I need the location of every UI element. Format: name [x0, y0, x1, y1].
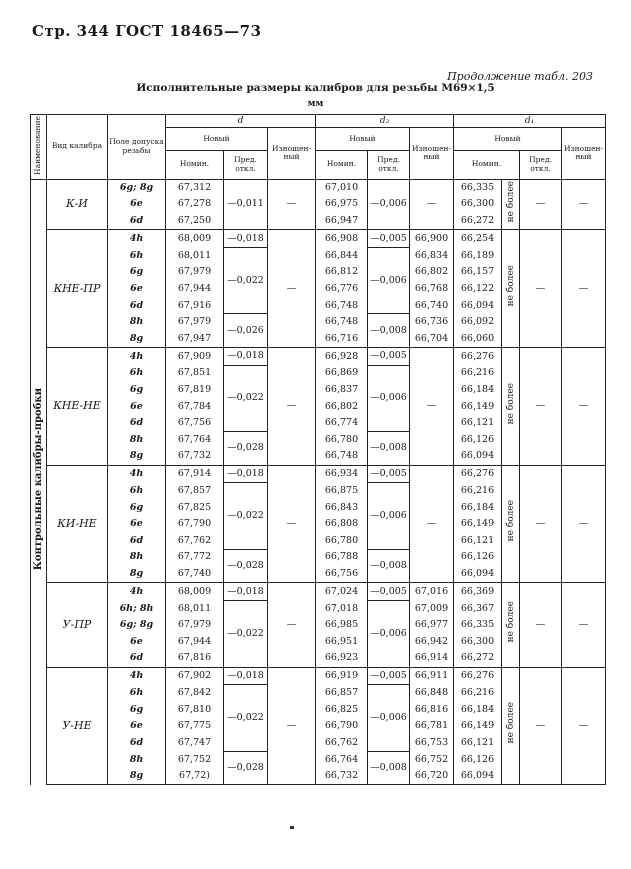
- not-more-cell: [502, 230, 520, 348]
- d1-deviation-cell: —: [520, 230, 562, 348]
- d-worn-cell: —: [268, 667, 316, 785]
- d2-nominal-cell: 66,934: [316, 465, 368, 483]
- tolerance-cell: 8g: [108, 448, 166, 465]
- tolerance-cell: 4h: [108, 583, 166, 601]
- header-d2-nom: Номин.: [316, 150, 368, 179]
- table-title: Исполнительные размеры калибров для резьбы M69×1,5: [136, 82, 495, 94]
- header-d2-new: Новый: [316, 128, 410, 150]
- d1-nominal-cell: 66,189: [454, 247, 502, 264]
- d1-nominal-cell: 66,367: [454, 600, 502, 617]
- d1-nominal-cell: 66,184: [454, 499, 502, 516]
- d2-worn-cell: 66,720: [410, 768, 454, 785]
- d1-nominal-cell: 66,094: [454, 297, 502, 314]
- page-header: Стр. 344 ГОСТ 18465—73: [32, 22, 262, 40]
- d1-deviation-cell: —: [520, 667, 562, 785]
- header-d1-worn: Изношен-ный: [562, 128, 606, 179]
- d2-worn-cell: 66,802: [410, 264, 454, 281]
- calibre-kind: КИ-НЕ: [47, 465, 108, 583]
- d1-nominal-cell: 66,276: [454, 348, 502, 366]
- d-nominal-cell: 67,740: [166, 566, 224, 583]
- header-d-new: Новый: [166, 128, 268, 150]
- d2-worn-cell: 66,942: [410, 634, 454, 651]
- d1-nominal-cell: 66,184: [454, 701, 502, 718]
- print-mark: [290, 826, 294, 829]
- d-nominal-cell: 68,011: [166, 247, 224, 264]
- d2-nominal-cell: 66,776: [316, 281, 368, 298]
- d2-worn-cell: —: [410, 465, 454, 583]
- tolerance-cell: 8h: [108, 314, 166, 331]
- d1-worn-cell: —: [562, 179, 606, 230]
- d-nominal-cell: 67,825: [166, 499, 224, 516]
- not-more-cell: [502, 179, 520, 230]
- tolerance-cell: 6g: [108, 499, 166, 516]
- d2-deviation-cell: —0,008: [368, 549, 410, 583]
- header-d-worn: Изношен-ный: [268, 128, 316, 179]
- d-nominal-cell: 67,944: [166, 281, 224, 298]
- tolerance-cell: 8g: [108, 330, 166, 347]
- d2-nominal-cell: 66,748: [316, 314, 368, 331]
- d1-nominal-cell: 66,300: [454, 634, 502, 651]
- d-worn-cell: —: [268, 583, 316, 667]
- tolerance-cell: 8h: [108, 549, 166, 566]
- d2-nominal-cell: 66,790: [316, 718, 368, 735]
- calibre-table: [30, 114, 606, 785]
- tolerance-cell: 6d: [108, 533, 166, 550]
- tolerance-cell: 6d: [108, 297, 166, 314]
- d1-deviation-cell: —: [520, 465, 562, 583]
- d-nominal-cell: 67,775: [166, 718, 224, 735]
- tolerance-cell: 6d: [108, 650, 166, 667]
- d2-worn-cell: 67,016: [410, 583, 454, 601]
- tolerance-cell: 6e: [108, 196, 166, 213]
- d1-nominal-cell: 66,121: [454, 533, 502, 550]
- d-deviation-cell: —0,018: [224, 667, 268, 685]
- d1-nominal-cell: 66,060: [454, 330, 502, 347]
- d-deviation-cell: —0,028: [224, 549, 268, 583]
- d2-nominal-cell: 67,024: [316, 583, 368, 601]
- not-more-cell: [502, 348, 520, 466]
- d-deviation-cell: —0,028: [224, 751, 268, 785]
- d1-nominal-cell: 66,092: [454, 314, 502, 331]
- d-nominal-cell: 67,842: [166, 685, 224, 702]
- d2-nominal-cell: 66,951: [316, 634, 368, 651]
- tolerance-cell: 6h; 8h: [108, 600, 166, 617]
- d1-nominal-cell: 66,094: [454, 566, 502, 583]
- d2-nominal-cell: 66,732: [316, 768, 368, 785]
- d-deviation-cell: —0,022: [224, 247, 268, 313]
- d-deviation-cell: —0,022: [224, 685, 268, 751]
- d2-deviation-cell: —0,006: [368, 483, 410, 549]
- d-nominal-cell: 67,916: [166, 297, 224, 314]
- d1-worn-cell: —: [562, 465, 606, 583]
- d1-nominal-cell: 66,126: [454, 431, 502, 448]
- d-deviation-cell: —0,026: [224, 314, 268, 348]
- tolerance-cell: 6g: [108, 264, 166, 281]
- d2-nominal-cell: 66,928: [316, 348, 368, 366]
- header-d2: d₂: [316, 115, 454, 128]
- d2-nominal-cell: 66,716: [316, 330, 368, 347]
- d-nominal-cell: 67,250: [166, 213, 224, 230]
- tolerance-cell: 8g: [108, 566, 166, 583]
- tolerance-cell: 6e: [108, 634, 166, 651]
- d-worn-cell: —: [268, 179, 316, 230]
- d-nominal-cell: 67,790: [166, 516, 224, 533]
- d-deviation-cell: —0,018: [224, 465, 268, 483]
- header-d1-nom: Номин.: [454, 150, 520, 179]
- header-d: d: [166, 115, 316, 128]
- d1-nominal-cell: 66,121: [454, 415, 502, 432]
- d1-nominal-cell: 66,184: [454, 382, 502, 399]
- d1-nominal-cell: 66,122: [454, 281, 502, 298]
- d2-worn-cell: 66,914: [410, 650, 454, 667]
- table-row: [31, 465, 606, 483]
- tolerance-cell: 6g; 8g: [108, 617, 166, 634]
- d-deviation-cell: —0,028: [224, 431, 268, 465]
- d2-deviation-cell: —0,006: [368, 365, 410, 431]
- vertical-group-label: [31, 179, 47, 785]
- d1-nominal-cell: 66,276: [454, 667, 502, 685]
- d-nominal-cell: 67,278: [166, 196, 224, 213]
- d2-nominal-cell: 66,748: [316, 297, 368, 314]
- d-nominal-cell: 67,752: [166, 751, 224, 768]
- tolerance-cell: 4h: [108, 667, 166, 685]
- calibre-kind: К-И: [47, 179, 108, 230]
- tolerance-cell: 8h: [108, 431, 166, 448]
- d1-nominal-cell: 66,335: [454, 179, 502, 196]
- table-row: [31, 667, 606, 685]
- d1-nominal-cell: 66,149: [454, 398, 502, 415]
- table-row: [31, 230, 606, 248]
- d2-worn-cell: 66,752: [410, 751, 454, 768]
- d2-nominal-cell: 66,764: [316, 751, 368, 768]
- d2-deviation-cell: —0,005: [368, 465, 410, 483]
- d-nominal-cell: 67,772: [166, 549, 224, 566]
- d-deviation-cell: —0,022: [224, 600, 268, 667]
- d2-worn-cell: 66,816: [410, 701, 454, 718]
- tolerance-cell: 6g: [108, 382, 166, 399]
- header-tolerance: Поле допуска резьбы: [108, 115, 166, 180]
- d2-nominal-cell: 67,018: [316, 600, 368, 617]
- d2-nominal-cell: 66,837: [316, 382, 368, 399]
- d1-deviation-cell: —: [520, 348, 562, 466]
- tolerance-cell: 6e: [108, 281, 166, 298]
- tolerance-cell: 6e: [108, 398, 166, 415]
- d-nominal-cell: 68,011: [166, 600, 224, 617]
- tolerance-cell: 6g; 8g: [108, 179, 166, 196]
- not-more-text: не более: [505, 500, 516, 542]
- d2-deviation-cell: —0,008: [368, 431, 410, 465]
- d1-nominal-cell: 66,216: [454, 483, 502, 500]
- d2-nominal-cell: 66,844: [316, 247, 368, 264]
- d2-nominal-cell: 66,908: [316, 230, 368, 248]
- d2-worn-cell: 66,736: [410, 314, 454, 331]
- d-nominal-cell: 67,762: [166, 533, 224, 550]
- tolerance-cell: 8g: [108, 768, 166, 785]
- d2-nominal-cell: 66,947: [316, 213, 368, 230]
- d2-deviation-cell: —0,006: [368, 179, 410, 230]
- tolerance-cell: 6h: [108, 483, 166, 500]
- d1-worn-cell: —: [562, 667, 606, 785]
- tolerance-cell: 6e: [108, 718, 166, 735]
- d1-nominal-cell: 66,216: [454, 685, 502, 702]
- header-d1-new: Новый: [454, 128, 562, 150]
- d2-nominal-cell: 66,812: [316, 264, 368, 281]
- d1-nominal-cell: 66,126: [454, 549, 502, 566]
- tolerance-cell: 6e: [108, 516, 166, 533]
- header-d2-worn: Изношен-ный: [410, 128, 454, 179]
- d2-nominal-cell: 66,780: [316, 533, 368, 550]
- d2-nominal-cell: 66,756: [316, 566, 368, 583]
- d1-nominal-cell: 66,094: [454, 448, 502, 465]
- d-nominal-cell: 67,312: [166, 179, 224, 196]
- tolerance-cell: 8h: [108, 751, 166, 768]
- d2-nominal-cell: 66,825: [316, 701, 368, 718]
- d-worn-cell: —: [268, 230, 316, 348]
- d-deviation-cell: —0,018: [224, 583, 268, 601]
- d2-deviation-cell: —0,008: [368, 751, 410, 785]
- d-nominal-cell: 67,784: [166, 398, 224, 415]
- header-name: Наименование: [31, 115, 47, 180]
- d2-nominal-cell: 66,788: [316, 549, 368, 566]
- d2-nominal-cell: 67,010: [316, 179, 368, 196]
- tolerance-cell: 4h: [108, 230, 166, 248]
- d1-worn-cell: —: [562, 230, 606, 348]
- d-nominal-cell: 67,909: [166, 348, 224, 366]
- d2-nominal-cell: 66,923: [316, 650, 368, 667]
- d2-nominal-cell: 66,780: [316, 431, 368, 448]
- d2-deviation-cell: —0,006: [368, 685, 410, 751]
- d-nominal-cell: 67,979: [166, 617, 224, 634]
- d-deviation-cell: —0,018: [224, 348, 268, 366]
- calibre-kind: КНЕ-ПР: [47, 230, 108, 348]
- d2-worn-cell: 66,848: [410, 685, 454, 702]
- table-row: [31, 179, 606, 196]
- d-deviation-cell: —0,022: [224, 365, 268, 431]
- d-nominal-cell: 67,756: [166, 415, 224, 432]
- d1-nominal-cell: 66,369: [454, 583, 502, 601]
- d2-worn-cell: 66,900: [410, 230, 454, 248]
- d-nominal-cell: 67,816: [166, 650, 224, 667]
- not-more-text: не более: [505, 702, 516, 744]
- d-nominal-cell: 67,979: [166, 264, 224, 281]
- d-deviation-cell: —0,022: [224, 483, 268, 549]
- d2-nominal-cell: 66,975: [316, 196, 368, 213]
- d2-worn-cell: 66,911: [410, 667, 454, 685]
- calibre-kind: У-НЕ: [47, 667, 108, 785]
- d-nominal-cell: 67,914: [166, 465, 224, 483]
- d2-worn-cell: 66,740: [410, 297, 454, 314]
- d2-worn-cell: —: [410, 179, 454, 230]
- unit-label: мм: [307, 99, 324, 109]
- d-nominal-cell: 67,902: [166, 667, 224, 685]
- d-nominal-cell: 67,747: [166, 735, 224, 752]
- d2-nominal-cell: 66,748: [316, 448, 368, 465]
- not-more-cell: [502, 583, 520, 667]
- d2-worn-cell: 66,781: [410, 718, 454, 735]
- d-nominal-cell: 67,732: [166, 448, 224, 465]
- calibre-kind: КНЕ-НЕ: [47, 348, 108, 466]
- d2-worn-cell: 66,977: [410, 617, 454, 634]
- d1-nominal-cell: 66,272: [454, 213, 502, 230]
- d2-worn-cell: 66,753: [410, 735, 454, 752]
- d2-nominal-cell: 66,802: [316, 398, 368, 415]
- d2-nominal-cell: 66,875: [316, 483, 368, 500]
- d-nominal-cell: 67,947: [166, 330, 224, 347]
- header-d1: d₁: [454, 115, 606, 128]
- d2-nominal-cell: 66,919: [316, 667, 368, 685]
- d1-nominal-cell: 66,094: [454, 768, 502, 785]
- d1-nominal-cell: 66,149: [454, 718, 502, 735]
- d1-nominal-cell: 66,300: [454, 196, 502, 213]
- d2-nominal-cell: 66,869: [316, 365, 368, 382]
- d-deviation-cell: —0,018: [224, 230, 268, 248]
- header-d-dev: Пред. откл.: [224, 150, 268, 179]
- table-body: [31, 179, 606, 785]
- d1-deviation-cell: —: [520, 583, 562, 667]
- tolerance-cell: 6h: [108, 247, 166, 264]
- tolerance-cell: 6g: [108, 701, 166, 718]
- not-more-text: не более: [505, 264, 516, 307]
- d1-nominal-cell: 66,335: [454, 617, 502, 634]
- d1-nominal-cell: 66,157: [454, 264, 502, 281]
- d2-deviation-cell: —0,005: [368, 583, 410, 601]
- d2-deviation-cell: —0,006: [368, 600, 410, 667]
- header-kind: Вид калибра: [47, 115, 108, 180]
- d-deviation-cell: —0,011: [224, 179, 268, 230]
- d1-worn-cell: —: [562, 583, 606, 667]
- not-more-text: не более: [505, 180, 516, 223]
- d2-worn-cell: 66,704: [410, 330, 454, 347]
- not-more-text: не более: [505, 601, 516, 643]
- not-more-cell: [502, 667, 520, 785]
- header-d1-dev: Пред. откл.: [520, 150, 562, 179]
- table-row: [31, 583, 606, 601]
- d2-nominal-cell: 66,857: [316, 685, 368, 702]
- d1-nominal-cell: 66,272: [454, 650, 502, 667]
- d2-deviation-cell: —0,008: [368, 314, 410, 348]
- d2-worn-cell: 66,834: [410, 247, 454, 264]
- d1-nominal-cell: 66,126: [454, 751, 502, 768]
- d1-nominal-cell: 66,121: [454, 735, 502, 752]
- d1-nominal-cell: 66,216: [454, 365, 502, 382]
- d-nominal-cell: 67,857: [166, 483, 224, 500]
- d2-deviation-cell: —0,005: [368, 667, 410, 685]
- continuation-label: Продолжение табл. 203: [447, 70, 593, 83]
- d-nominal-cell: 67,72): [166, 768, 224, 785]
- not-more-text: не более: [505, 382, 516, 425]
- tolerance-cell: 6h: [108, 685, 166, 702]
- tolerance-cell: 4h: [108, 348, 166, 366]
- d-nominal-cell: 67,764: [166, 431, 224, 448]
- tolerance-cell: 4h: [108, 465, 166, 483]
- d1-nominal-cell: 66,254: [454, 230, 502, 248]
- d2-nominal-cell: 66,808: [316, 516, 368, 533]
- d2-worn-cell: 66,768: [410, 281, 454, 298]
- d2-nominal-cell: 66,774: [316, 415, 368, 432]
- d2-worn-cell: —: [410, 348, 454, 466]
- d2-nominal-cell: 66,985: [316, 617, 368, 634]
- d-nominal-cell: 67,979: [166, 314, 224, 331]
- d-nominal-cell: 67,819: [166, 382, 224, 399]
- d2-deviation-cell: —0,006: [368, 247, 410, 313]
- d1-nominal-cell: 66,149: [454, 516, 502, 533]
- d1-nominal-cell: 66,276: [454, 465, 502, 483]
- table-row: [31, 348, 606, 366]
- header-d2-dev: Пред. откл.: [368, 150, 410, 179]
- d2-deviation-cell: —0,005: [368, 230, 410, 248]
- d-nominal-cell: 68,009: [166, 583, 224, 601]
- d-nominal-cell: 67,851: [166, 365, 224, 382]
- d1-deviation-cell: —: [520, 179, 562, 230]
- d2-nominal-cell: 66,762: [316, 735, 368, 752]
- d2-nominal-cell: 66,843: [316, 499, 368, 516]
- tolerance-cell: 6d: [108, 735, 166, 752]
- calibre-kind: У-ПР: [47, 583, 108, 667]
- d-worn-cell: —: [268, 348, 316, 466]
- tolerance-cell: 6d: [108, 415, 166, 432]
- tolerance-cell: 6d: [108, 213, 166, 230]
- tolerance-cell: 6h: [108, 365, 166, 382]
- vertical-group-text: Контрольные калибры-пробки: [33, 388, 44, 571]
- header-d-nom: Номин.: [166, 150, 224, 179]
- d-nominal-cell: 67,810: [166, 701, 224, 718]
- d-nominal-cell: 67,944: [166, 634, 224, 651]
- d2-worn-cell: 67,009: [410, 600, 454, 617]
- not-more-cell: [502, 465, 520, 583]
- d2-deviation-cell: —0,005: [368, 348, 410, 366]
- d1-worn-cell: —: [562, 348, 606, 466]
- d-nominal-cell: 68,009: [166, 230, 224, 248]
- d-worn-cell: —: [268, 465, 316, 583]
